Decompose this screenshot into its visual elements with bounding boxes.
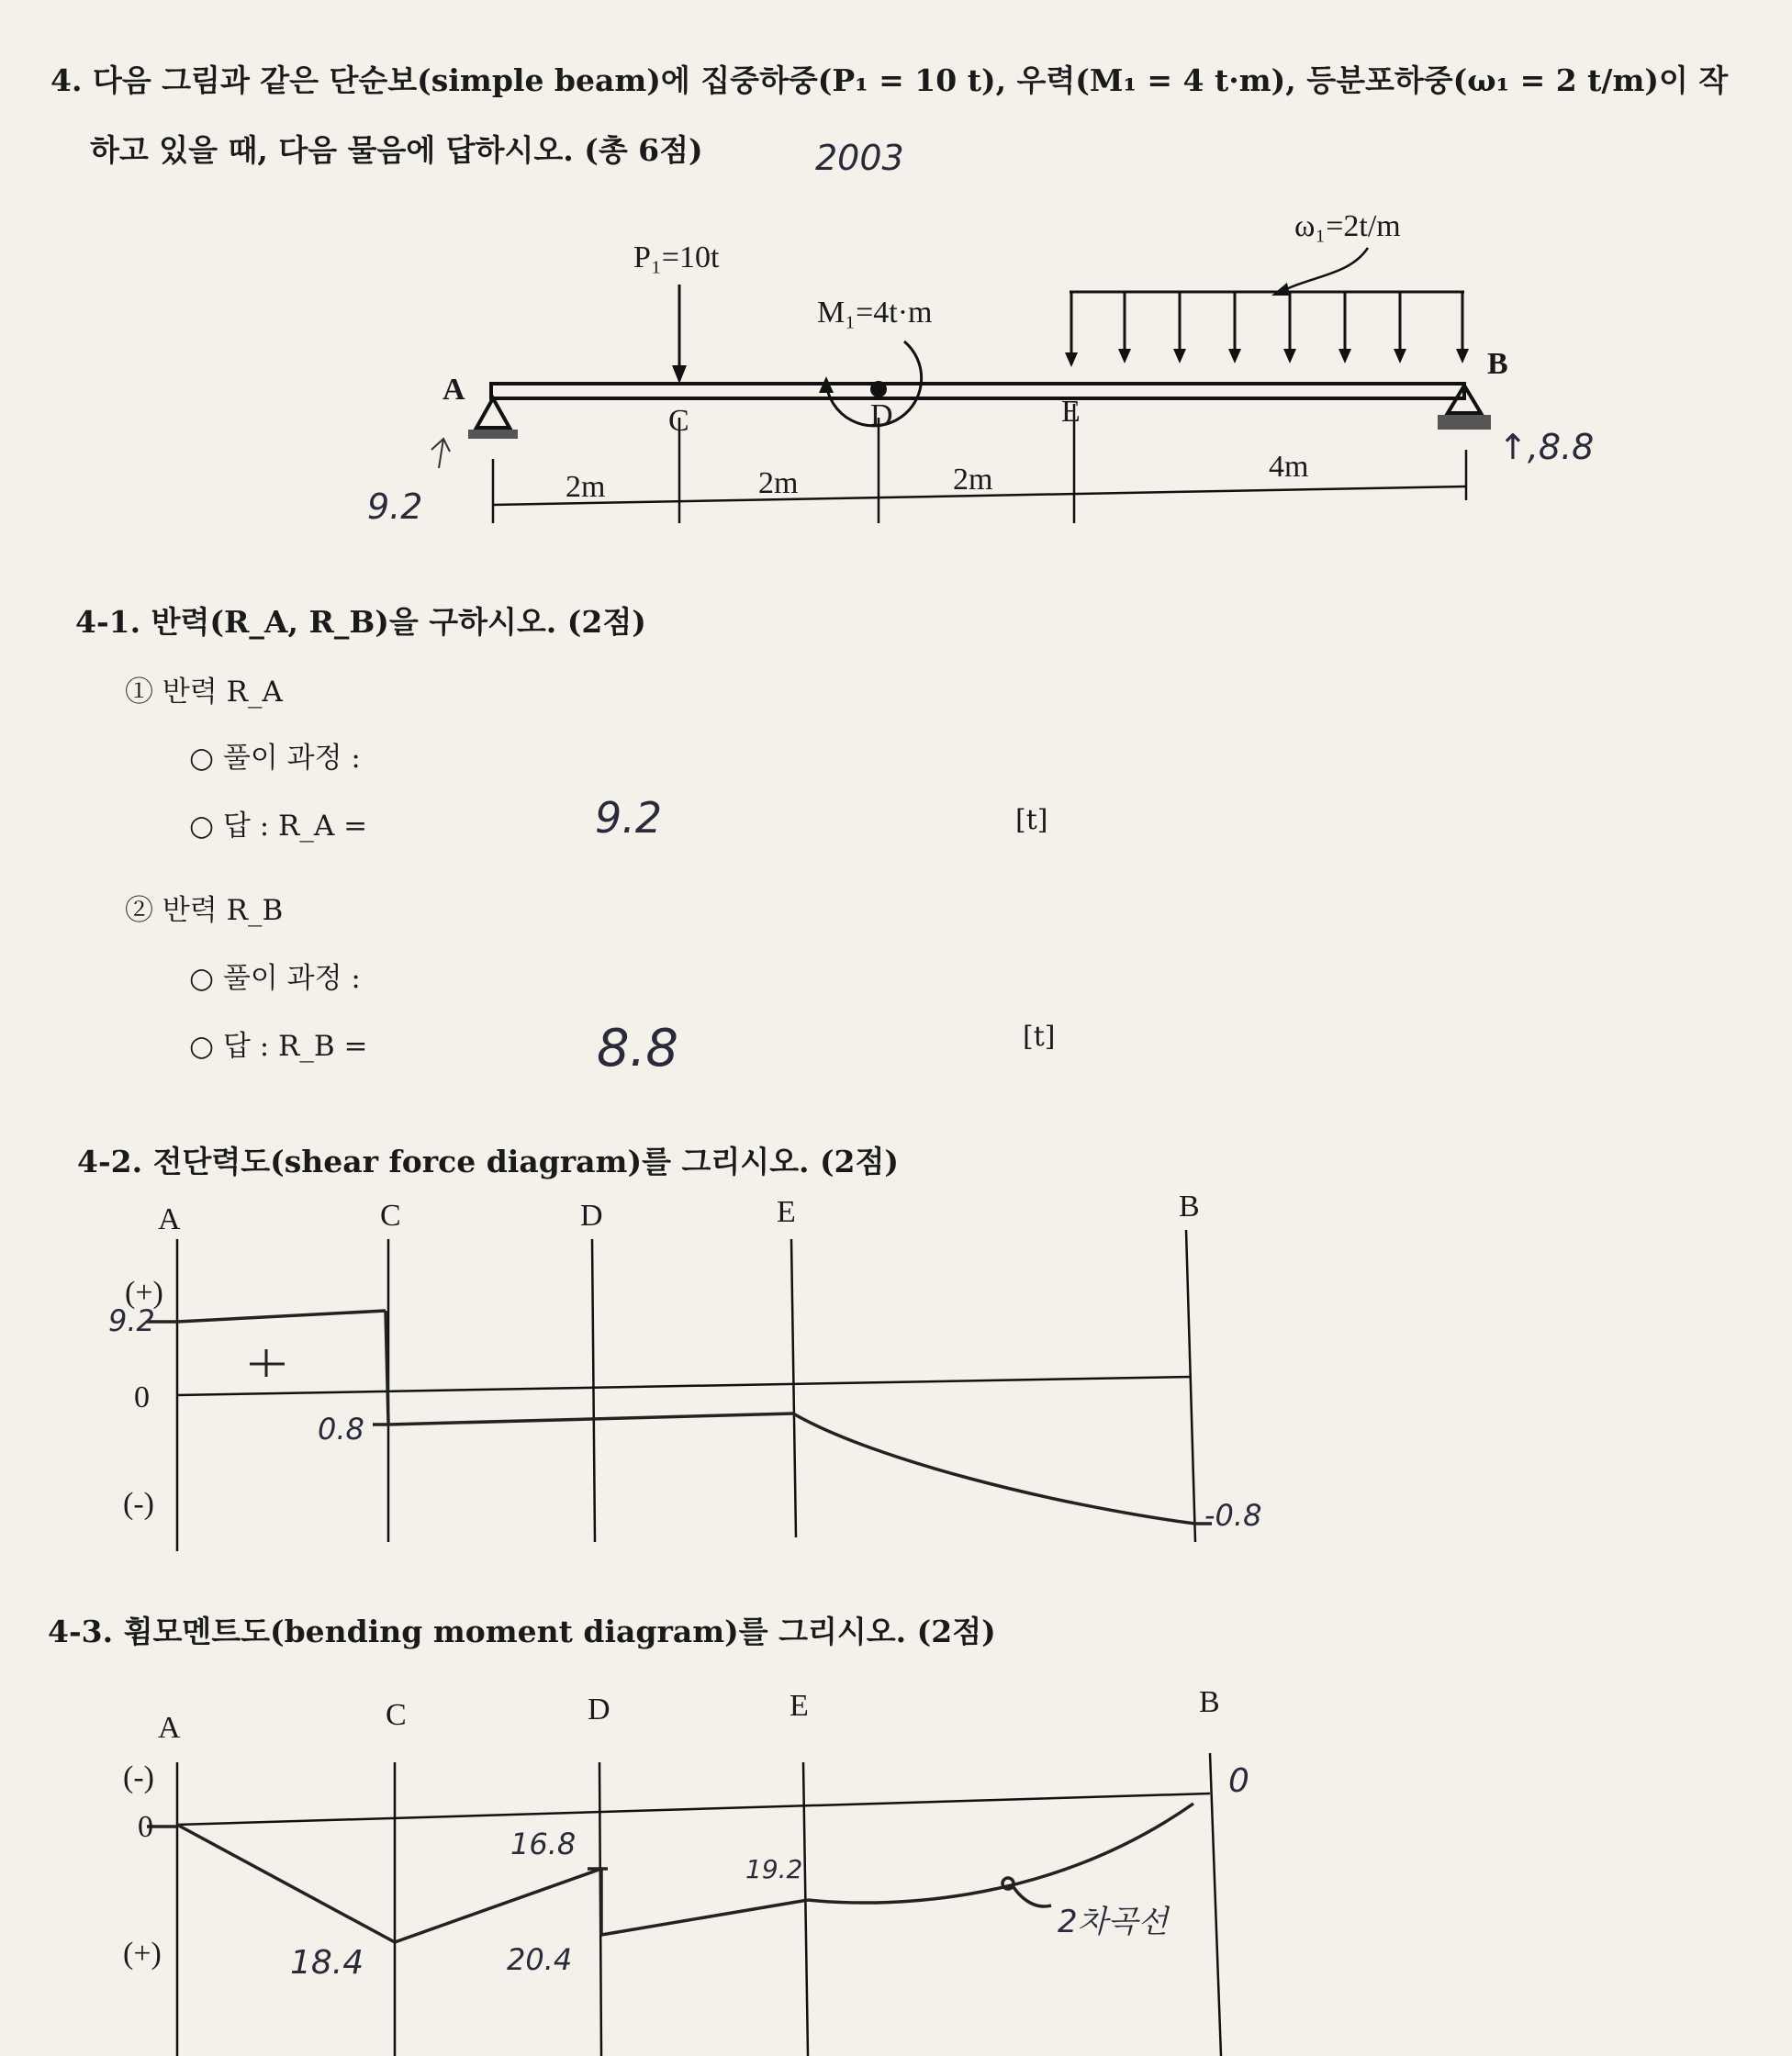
shear-diagram [0, 1193, 1792, 1579]
sfd-label-e: E [777, 1195, 796, 1229]
sfd-label-plus: (+) [125, 1276, 163, 1310]
bmd-hw-e: 19.2 [745, 1854, 803, 1884]
moment-curve [147, 1804, 1193, 1942]
dim-label-1: 2m [566, 470, 606, 504]
sfd-label-c: C [380, 1199, 401, 1233]
sfd-label-minus: (-) [123, 1487, 154, 1521]
bmd-label-plus: (+) [123, 1937, 162, 1971]
bmd-label-b: B [1199, 1685, 1220, 1719]
point-load-arrow-icon [672, 365, 687, 384]
bmd-hw-d-bot: 20.4 [507, 1942, 573, 1977]
q41-ra-process: ○ 풀이 과정 : [189, 742, 361, 775]
beam-figure [0, 0, 1792, 569]
beam-label-d: D [870, 398, 893, 432]
sfd-hw-top: 9.2 [108, 1303, 155, 1338]
sfd-label-d: D [580, 1199, 603, 1233]
bmd-hw-curve: 2차곡선 [1058, 1904, 1169, 1940]
hw-reaction-b: ↑,8.8 [1498, 427, 1595, 467]
q41-ra-value[interactable]: 9.2 [595, 793, 663, 843]
dim-label-2: 2m [758, 466, 799, 500]
shear-curve [147, 1311, 1212, 1524]
beam-label-e: E [1061, 395, 1081, 429]
load-p-label: P₁=10t [633, 240, 720, 274]
q41-rb-unit: [t] [1023, 1021, 1056, 1053]
q41-rb-process: ○ 풀이 과정 : [189, 962, 361, 995]
sfd-label-zero: 0 [134, 1380, 150, 1414]
bmd-label-a: A [158, 1711, 181, 1745]
support-a-base [468, 430, 518, 439]
beam-body [491, 384, 1464, 398]
bmd-label-c: C [386, 1698, 407, 1732]
sfd-label-b: B [1179, 1190, 1200, 1224]
q41-ra-unit: [t] [1015, 804, 1048, 836]
moment-point-d [870, 381, 887, 397]
beam-label-a: A [442, 373, 465, 407]
bmd-label-e: E [790, 1689, 809, 1723]
bmd-hw-b: 0 [1228, 1762, 1249, 1800]
moment-diagram [0, 1670, 1792, 2056]
bmd-hw-d-top: 16.8 [510, 1827, 577, 1861]
dim-label-4: 4m [1269, 450, 1309, 484]
bmd-label-d: D [588, 1693, 610, 1726]
bmd-label-zero: 0 [138, 1810, 153, 1844]
sfd-hw-end: -0.8 [1204, 1498, 1262, 1533]
q41-rb-value[interactable]: 8.8 [597, 1019, 679, 1078]
q43-title: 4-3. 휨모멘트도(bending moment diagram)를 그리시오. (2점) [48, 1614, 996, 1649]
q41-ra-answer: ○ 답 : R_A = [189, 810, 368, 843]
bmd-label-minus: (-) [123, 1760, 154, 1794]
q42-title: 4-2. 전단력도(shear force diagram)를 그리시오. (2점) [77, 1144, 900, 1179]
q41-rb-answer: ○ 답 : R_B = [189, 1030, 368, 1063]
q41-rb-heading: ② 반력 R_B [125, 894, 284, 927]
support-b-base [1438, 415, 1491, 430]
q41-title: 4-1. 반력(R_A, R_B)을 구하시오. (2점) [75, 604, 646, 640]
question-line-1: 4. 다음 그림과 같은 단순보(simple beam)에 집중하중(P₁ = 10 t), 우력(M₁ = 4 t·m), 등분포하중(ω₁ = 2 t/m)이 작 [50, 62, 1729, 98]
question-line-2: 하고 있을 때, 다음 물음에 답하시오. (총 6점) [90, 132, 703, 168]
bmd-hw-c: 18.4 [290, 1944, 364, 1982]
handwritten-year: 2003 [815, 138, 904, 178]
beam-label-b: B [1487, 347, 1508, 381]
sfd-hw-mid: 0.8 [318, 1412, 364, 1447]
sfd-label-a: A [158, 1202, 181, 1236]
support-a-icon [476, 398, 510, 428]
moment-m-label: M₁=4t·m [817, 296, 933, 330]
hw-reaction-a: 9.2 [367, 486, 423, 527]
q41-ra-heading: ① 반력 R_A [125, 676, 283, 709]
dim-label-3: 2m [953, 463, 993, 497]
load-w-label: ω₁=2t/m [1294, 209, 1401, 243]
beam-label-c: C [668, 404, 689, 438]
